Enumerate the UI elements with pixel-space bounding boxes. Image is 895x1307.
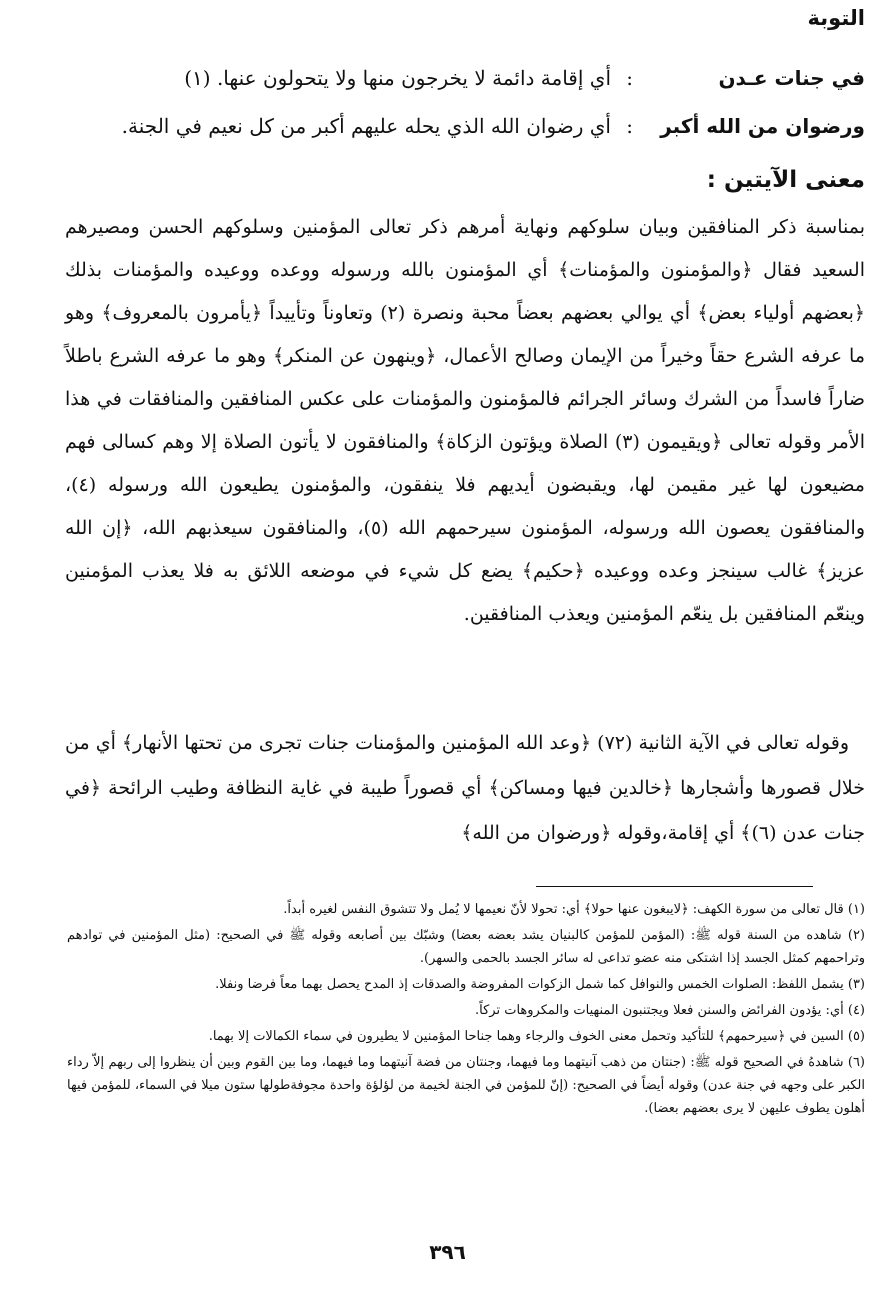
body-paragraph: بمناسبة ذكر المنافقين وبيان سلوكهم ونهاية أمرهم ذكر تعالى المؤمنين وسلوكهم الحسن ومصيرهم السعيد فقال ﴿والمؤمنون والمؤمنات﴾ أي المؤمنون بالله ورسوله ووعده ووعيده والمؤمنات بذلك ﴿بعضهم أولياء بعض﴾ أي يوالي بعضهم بعضاً محبة ونصرة (٢) وتعاوناً وتأييداً ﴿يأمرون بالمعروف﴾ وهو ما عرفه الشرع حقاً وخيراً من الإيمان وصالح الأعمال، ﴿وينهون عن المنكر﴾ وهو ما عرفه الشرع باطلاً ضاراً فاسداً من الشرك وسائر الجرائم فالمؤمنون والمؤمنات على عكس المنافقين والمنافقات في هذا الأمر وقوله تعالى ﴿ويقيمون (٣) الصلاة ويؤتون الزكاة﴾ والمنافقون لا يأتون الصلاة إلا وهم كسالى فهم مضيعون لها غير مقيمن لها، ويقبضون أيديهم فلا ينفقون، والمؤمنون يطيعون الله ورسوله (٤)، والمنافقون يعصون الله ورسوله، المؤمنون سيرحمهم الله (٥)، والمنافقون سيعذبهم الله، ﴿إن الله عزيز﴾ غالب سينجز وعده ووعيده ﴿حكيم﴾ يضع كل شيء في موضعه اللائق به فلا يعذب المؤمنين وينعّم المنافقين بل ينعّم المؤمنين ويعذب المنافقين. [65,216,866,625]
gloss-colon: : [626,114,633,138]
footnote: (١) قال تعالى من سورة الكهف: ﴿لايبغون عنها حولا﴾ أي: تحولا لأنّ نعيمها لا يُمل ولا تتشوق النفس لغيره أبداً. [283,902,865,917]
gloss-colon: : [626,66,633,90]
gloss-definition: أي إقامة دائمة لا يخرجون منها ولا يتحولون عنها. (١) [184,66,611,90]
footnote-divider [536,886,813,887]
gloss-definition: أي رضوان الله الذي يحله عليهم أكبر من كل نعيم في الجنة. [121,114,611,138]
running-head: التوبة [807,6,865,30]
footnote: (٥) السين في ﴿سيرحمهم﴾ للتأكيد وتحمل معنى الخوف والرجاء وهما جناحا المؤمنين لا يطيرون في سماء الكمالات إلا بهما. [208,1029,865,1044]
footnotes [67,898,865,1123]
gloss-term: في جنات عـدن [718,66,865,90]
gloss-row [62,106,865,146]
footnote: (٣) يشمل اللفظ: الصلوات الخمس والنوافل كما شمل الزكوات المفروضة والصدقات إذ المدح يحصل بهما معاً فرضا ونفلا. [215,977,865,992]
gloss-term: ورضوان من الله أكبر [660,114,865,138]
footnote: (٦) شاهدهُ في الصحيح قوله ﷺ: (جنتان من ذهب آنيتهما وما فيهما، وجنتان من فضة آنيتهما وما فيهما، وما بين القوم وبين أن ينظروا إلى ربهم إلاّ رداء الكبر على وجهه في جنة عدن) وقوله أيضاً في الصحيح: (إنّ للمؤمن في الجنة لخيمة من لؤلؤة واحدة مجوفةطولها ستون ميلا في السماء، للمؤمن فيها أهلون يطوف عليهن لا يرى بعضهم بعضا). [67,1055,865,1116]
footnote: (٢) شاهده من السنة قوله ﷺ: (المؤمن للمؤمن كالبنيان يشد بعضه بعضا) وشبّك بين أصابعه وقوله ﷺ في الصحيح: (مثل المؤمنين في توادهم وتراحمهم كمثل الجسد إذا اشتكى منه عضو تداعى له سائر الجسد بالحمى والسهر). [67,928,865,966]
page-number: ٣٩٦ [429,1240,466,1264]
footnote: (٤) أي: يؤدون الفرائض والسنن فعلا ويجتنبون المنهيات والمكروهات تركاً. [475,1003,865,1018]
section-title: معنى الآيتين : [706,167,865,193]
paragraph-text: وقوله تعالى في الآية الثانية (٧٢) ﴿وعد الله المؤمنين والمؤمنات جنات تجرى من تحتها الأنهار﴾ أي من خلال قصورها وأشجارها ﴿خالدين فيها ومساكن﴾ أي قصوراً طيبة في غاية النظافة وطيب الرائحة ﴿في جنات عدن (٦)﴾ أي إقامة،وقوله ﴿ورضوان من الله﴾ [65,732,865,844]
body-paragraph [65,721,865,856]
gloss-row [62,58,865,98]
